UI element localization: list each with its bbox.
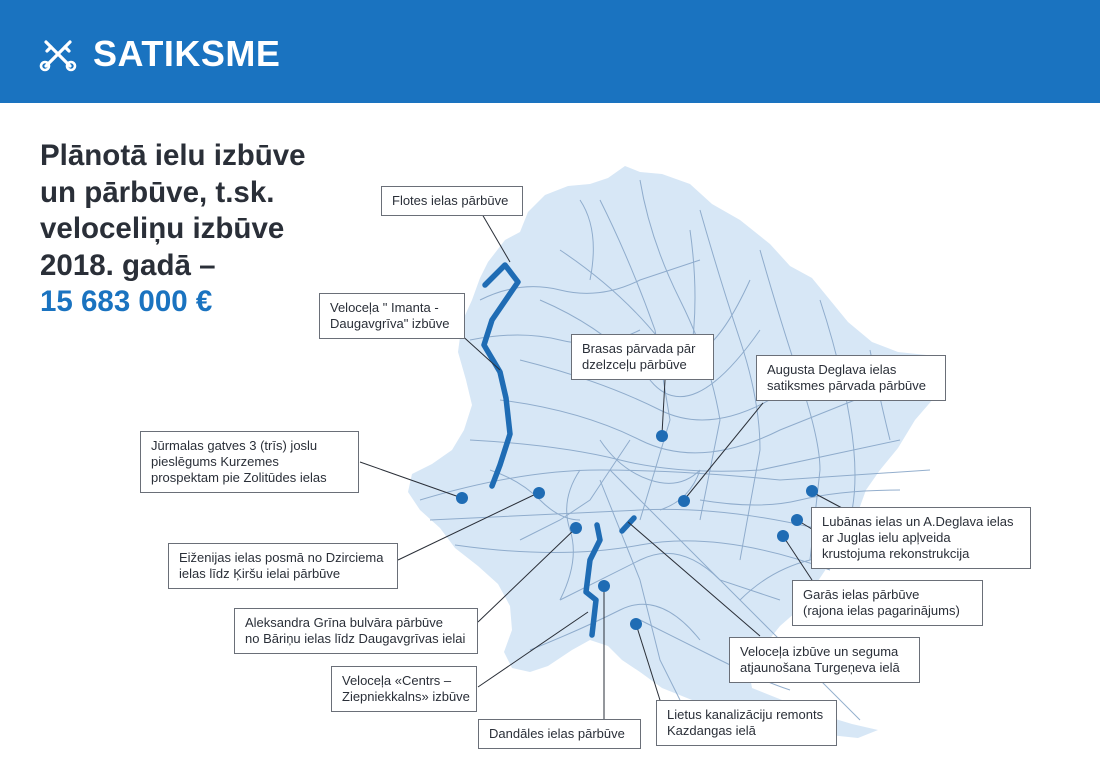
marker-garas — [777, 530, 789, 542]
label-deglava — [756, 355, 946, 401]
label-line: Garās ielas pārbūve — [803, 587, 920, 602]
label-line: pieslēgums Kurzemes — [151, 454, 279, 469]
budget-amount: 15 683 000 € — [40, 285, 213, 318]
label-line: Kazdangas ielā — [667, 723, 756, 738]
label-eizenijas — [168, 543, 398, 589]
marker-jurmalas — [456, 492, 468, 504]
label-lietus — [656, 700, 837, 746]
marker-eizenijas — [533, 487, 545, 499]
label-line: Veloceļa " Imanta - — [330, 300, 439, 315]
label-jurmalas — [140, 431, 359, 493]
label-garas — [792, 580, 983, 626]
label-line: satiksmes pārvada pārbūve — [767, 378, 926, 393]
marker-deglava — [678, 495, 690, 507]
label-line: dzelzceļu pārbūve — [582, 357, 687, 372]
headline-line: un pārbūve, t.sk. — [40, 175, 275, 209]
label-line: Aleksandra Grīna bulvāra pārbūve — [245, 615, 444, 630]
label-brasas — [571, 334, 714, 380]
marker-lubanas-2 — [791, 514, 803, 526]
marker-dandales — [598, 580, 610, 592]
label-line: Veloceļa izbūve un seguma — [740, 644, 899, 659]
label-line: Lubānas ielas un A.Deglava ielas — [822, 514, 1014, 529]
headline-line: veloceliņu izbūve — [40, 212, 285, 245]
label-dandales — [478, 719, 641, 749]
marker-brasas — [656, 430, 668, 442]
label-line: Daugavgrīva" izbūve — [330, 316, 450, 331]
headline-line: 2018. gadā – — [40, 248, 216, 282]
brand-title: SATIKSME — [93, 33, 281, 74]
label-ziepniekkalns — [331, 666, 477, 712]
label-grina — [234, 608, 478, 654]
label-line: Lietus kanalizāciju remonts — [667, 707, 824, 722]
label-line: atjaunošana Turgeņeva ielā — [740, 660, 900, 675]
label-line: no Bāriņu ielas līdz Daugavgrīvas ielai — [245, 631, 466, 646]
label-line: Flotes ielas pārbūve — [392, 193, 509, 208]
label-line: (rajona ielas pagarinājums) — [803, 603, 960, 618]
label-line: Brasas pārvada pār — [582, 341, 696, 356]
marker-grina — [570, 522, 582, 534]
label-line: Eiženijas ielas posmā no Dzirciema — [179, 550, 384, 565]
label-line: Veloceļa «Centrs – — [342, 673, 452, 688]
label-line: prospektam pie Zolitūdes ielas — [151, 470, 327, 485]
marker-lubanas — [806, 485, 818, 497]
marker-lietus — [630, 618, 642, 630]
label-line: ielas līdz Ķiršu ielai pārbūve — [179, 566, 341, 581]
label-imanta — [319, 293, 465, 339]
label-line: Dandāles ielas pārbūve — [489, 726, 625, 741]
label-turgeneva — [729, 637, 920, 683]
headline-line: Plānotā ielu izbūve — [40, 139, 306, 172]
label-line: ar Juglas ielu apļveida — [822, 530, 951, 545]
label-lubanas — [811, 507, 1031, 569]
label-flotes — [381, 186, 523, 216]
label-line: krustojuma rekonstrukcija — [822, 546, 970, 561]
label-line: Augusta Deglava ielas — [767, 362, 897, 377]
label-line: Jūrmalas gatves 3 (trīs) joslu — [151, 438, 318, 453]
label-line: Ziepniekkalns» izbūve — [342, 689, 470, 704]
